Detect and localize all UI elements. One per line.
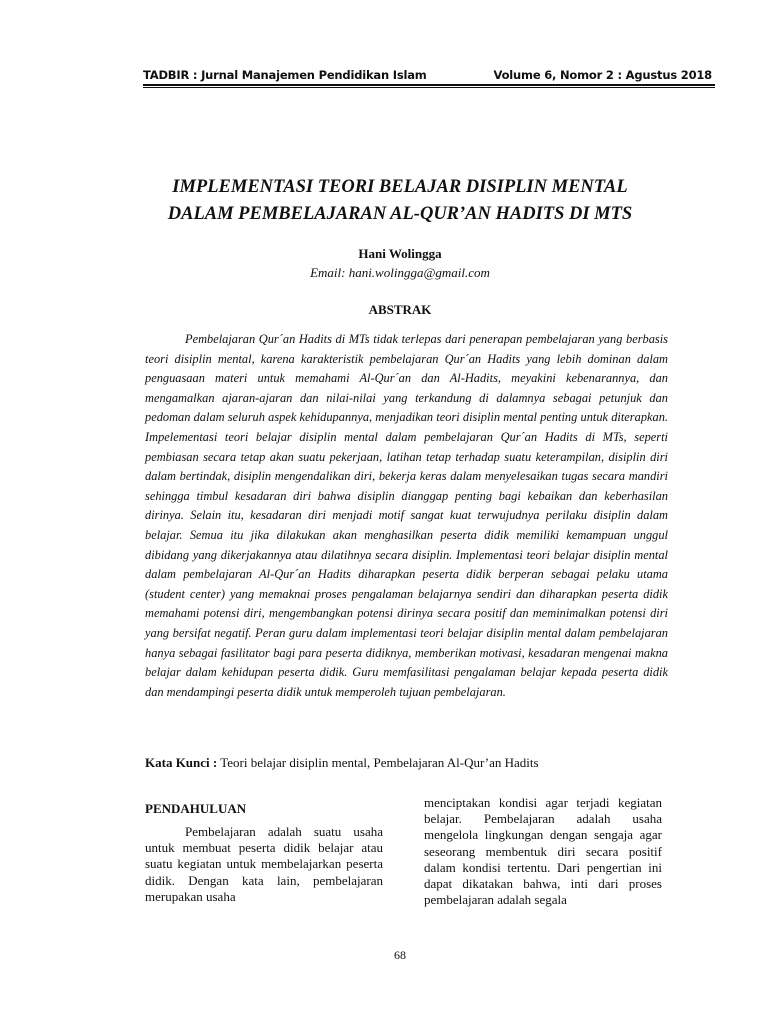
article-title <box>100 174 700 228</box>
author-email: Email: hani.wolingga@gmail.com <box>310 265 490 280</box>
section-heading: PENDAHULUAN <box>145 801 247 816</box>
keywords-label: Kata Kunci : <box>145 755 218 770</box>
running-header <box>143 68 712 82</box>
volume-info: Volume 6, Nomor 2 : Agustus 2018 <box>493 68 712 82</box>
abstract-heading: ABSTRAK <box>368 302 432 317</box>
title-line-2: DALAM PEMBELAJARAN AL-QUR’AN HADITS DI MTS <box>167 204 633 224</box>
journal-name: TADBIR : Jurnal Manajemen Pendidikan Islam <box>143 68 427 82</box>
header-rule <box>143 84 715 86</box>
page-number: 68 <box>394 948 406 962</box>
author-name: Hani Wolingga <box>358 246 442 261</box>
header-rule-thin <box>143 87 715 88</box>
title-line-1: IMPLEMENTASI TEORI BELAJAR DISIPLIN MENTAL <box>172 177 628 197</box>
keywords-text: Teori belajar disiplin mental, Pembelajaran Al-Qur’an Hadits <box>217 755 539 770</box>
keywords <box>145 755 705 771</box>
intro-left-column: Pembelajaran adalah suatu usaha untuk membuat peserta didik belajar atau suatu kegiatan untuk membelajarkan peserta didik. Dengan kata lain, pembelajaran merupakan usaha <box>145 824 383 904</box>
abstract-text: Pembelajaran Qur´an Hadits di MTs tidak terlepas dari penerapan pembelajaran yang berbasis teori disiplin mental, karena karakteristik pembelajaran Qur´an Hadits yang lebih dominan dalam penguasaan materi untuk memahami Al-Qur´an dan Al-Hadits, meyakini kebenarannya, dan mengamalkan ajaran-ajaran dan nilai-nilai yang terkandung di dalamnya sebagai petunjuk dan pedoman dalam seluruh aspek kehidupannya, menjadikan teori disiplin mental penting untuk diterapkan. Impelementasi teori belajar disiplin mental dalam pembelajaran Qur´an Hadits di MTs, seperti pembiasan secara tetap akan suatu pekerjaan, latihan tetap terhadap suatu keterampilan, disiplin diri dalam bertindak, disiplin mengendalikan diri, bekerja keras dalam menyelesaikan tugas secara mandiri sehingga timbul kesadaran diri bahwa disiplin dianggap penting bagi kebaikan dan keberhasilan dirinya. Selain itu, kesadaran diri menjadi motif sangat kuat terwujudnya perilaku disiplin dalam belajar. Semua itu jika dilakukan akan menghasilkan peserta didik memiliki kemampuan unggul dibidang yang dikerjakannya atau dilatihnya secara disiplin. Implementasi teori belajar disiplin mental dalam pembelajaran Al-Qur´an Hadits diharapkan peserta didik berperan sebagai pelaku utama (student center) yang memaknai proses pengalaman belajarnya sendiri dan diharapkan peserta didik memahami potensi diri, mengembangkan potensi dirinya secara positif dan meminimalkan potensi diri yang bersifat negatif. Peran guru dalam implementasi teori belajar disiplin mental dalam pembelajaran hanya sebagai fasilitator bagi para peserta didiknya, memberikan motivasi, kesadaran mengenai makna belajar dalam kehidupan peserta didik. Guru memfasilitasi pengalaman belajar kepada peserta didik dan mendampingi peserta didik untuk memperoleh tujuan pembelajaran. <box>145 332 668 699</box>
intro-right-column: menciptakan kondisi agar terjadi kegiatan belajar. Pembelajaran adalah usaha mengelola lingkungan dengan sengaja agar seseorang membentuk diri secara positif dalam kondisi tertentu. Dari pengertian ini dapat dikatakan bahwa, inti dari proses pembelajaran adalah segala <box>424 795 662 908</box>
